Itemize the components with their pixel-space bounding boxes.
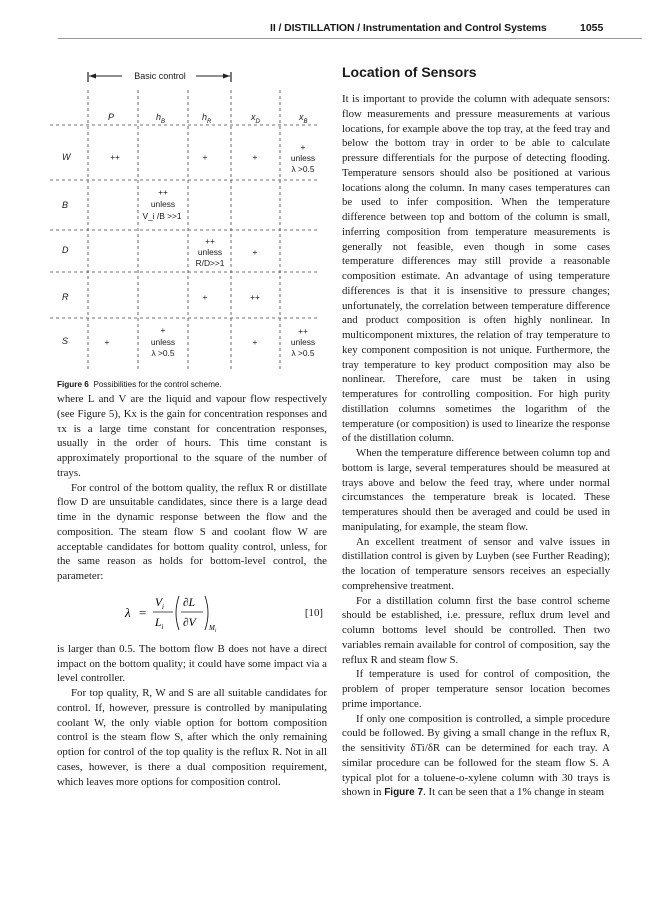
svg-text:∂V: ∂V — [183, 616, 196, 629]
cell-s-hb-3: λ >0.5 — [151, 348, 175, 358]
left-paragraph-3: is larger than 0.5. The bottom flow B does not have a direct impact on the bottom quality; it could have some impact via a level controller. — [57, 642, 327, 685]
row-header-r: R — [62, 292, 69, 302]
cell-s-xb-1: ++ — [298, 326, 308, 336]
left-paragraph-2: For control of the bottom quality, the reflux R or distillate flow D are unsuitable candidates, since there is a large dead time in the dynamic response between the flow and the composition. The steam flow S and coolant flow W are acceptable candidates for bottom quality control, unless, for the same reason as holds for bottom-level control, the parameter: — [57, 481, 327, 582]
equation-graphic — [117, 584, 317, 642]
cell-d-hr-1: ++ — [205, 236, 215, 246]
cell-b-hb-2: unless — [150, 199, 176, 209]
section-title: Location of Sensors — [342, 64, 477, 80]
row-header-b: B — [62, 200, 69, 210]
basic-control-label: Basic control — [134, 71, 186, 81]
svg-text:Li: $L_i$ — [155, 616, 164, 631]
svg-text:=: = — [139, 604, 147, 620]
figure-caption-label: Figure 6 — [57, 380, 89, 389]
running-header — [0, 0, 668, 44]
col-header-hb: $h_B$ — [156, 112, 166, 125]
cell-w-xb-1: + — [300, 142, 306, 152]
svg-text:∂L: ∂L — [183, 596, 196, 609]
cell-s-hb-2: unless — [150, 337, 176, 347]
svg-text:Mi: $M_i$ — [209, 623, 217, 634]
right-paragraph-6b: . It can be seen that a 1% change in steam — [423, 786, 605, 799]
left-paragraph-4: For top quality, R, W and S are all suitable candidates for control. If, however, pressure is controlled by manipulating coolant W, the only viable option for bottom composition control is the steam flow S, after which the only remaining option for control of the top quality is the reflux R. Not in all cases, however, is there a dual composition requirement, which leaves more options for composition control. — [57, 687, 327, 788]
col-header-xb: $x_B$ — [299, 112, 308, 125]
right-paragraph-1: It is important to provide the column with adequate sensors: flow measurements and pressure measurements at various locations, for example above the top tray, at the feed tray and below the bottom tray in order to be able to calculate pressure differentials for the purpose of detecting flooding. Temperature sensors should also be positioned at various locations along the column. In many cases temperatures can be used to infer composition. When the temperature difference between top and bottom of the column is small, inferring composition from temperature measurements is generally not feasible, even though in some cases temperature differences may still provide a reasonable composition estimate. An advantage of using temperature differences is that it is insensitive to pressure changes; unfortunately, the correlation between temperature difference and product composition is often highly nonlinear. In multicomponent mixtures, the relation of tray temperature to key component composition is not unique. Furthermore, the tray temperature to key product composition may also be nonlinear. Therefore, care must be taken in using temperatures for controlling composition. For high purity distillation columns sometimes the logarithm of the temperature (or composition) is used to linearize the response of the distillation column. — [342, 93, 610, 445]
svg-text:Vi: $V_i$ — [155, 596, 164, 611]
cell-s-xb-3: λ >0.5 — [291, 348, 315, 358]
control-scheme-figure — [48, 60, 328, 385]
cell-w-xb-3: λ >0.5 — [291, 164, 315, 174]
running-title: II / DISTILLATION / Instrumentation and Control Systems — [270, 22, 547, 34]
figure-7-reference: Figure 7 — [384, 787, 424, 799]
equation-number: [10] — [304, 606, 323, 619]
cell-w-xb-2: unless — [290, 153, 316, 163]
row-header-w: W — [62, 152, 71, 162]
cell-r-hr: + — [202, 292, 208, 302]
cell-d-hr-2: unless — [197, 247, 223, 257]
left-paragraph-1: where L and V are the liquid and vapour flow respectively (see Figure 5), Kx is the gain for concentration responses and τx is a large time constant for concentration responses, usually in the order of hours. This time constant is approximately proportional to the square of the number of trays. — [57, 393, 327, 479]
header-rule — [58, 38, 642, 39]
cell-w-p: ++ — [110, 152, 120, 162]
row-header-s: S — [62, 336, 69, 346]
right-paragraph-6a: If only one composition is controlled, a simple procedure could be followed. By giving a small change in the reflux R, the sensitivity δTi/δR can be determined for each tray. A similar procedure can be followed for the steam flow S. A typical plot for a toluene-o-xylene column with 30 trays is shown in — [342, 712, 610, 799]
cell-w-xd: + — [252, 152, 258, 162]
cell-s-p: + — [104, 337, 110, 347]
cell-b-hb-1: ++ — [158, 187, 168, 197]
svg-text:λ: λ — [125, 604, 131, 620]
right-column — [342, 92, 610, 801]
right-paragraph-4: For a distillation column first the base control scheme should be established, i.e. pressure, reflux drum level and column bottoms level should be controlled. Then two variables remain available for control of composition, say the reflux R and steam flow S. — [342, 594, 610, 666]
cell-s-hb-1: + — [160, 325, 166, 335]
cell-w-hr: + — [202, 152, 208, 162]
row-header-d: D — [62, 245, 69, 255]
equation-10 — [57, 584, 327, 642]
cell-d-xd: + — [252, 247, 258, 257]
page-number: 1055 — [580, 22, 604, 34]
col-header-xd: $x_D$ — [251, 112, 260, 125]
left-column — [57, 392, 327, 789]
figure-caption-text: Possibilities for the control scheme. — [93, 380, 222, 389]
cell-b-hb-3: V_i /B >>1 — [142, 211, 182, 221]
cell-d-hr-3: R/D>>1 — [195, 258, 225, 268]
col-header-p: P — [108, 112, 115, 122]
cell-r-xd: ++ — [250, 292, 260, 302]
cell-s-xd: + — [252, 337, 258, 347]
right-paragraph-5: If temperature is used for control of composition, the problem of proper temperature sensor location becomes prime importance. — [342, 668, 610, 710]
right-paragraph-6 — [342, 712, 610, 802]
col-header-hr: $h_R$ — [202, 112, 212, 125]
cell-s-xb-2: unless — [290, 337, 316, 347]
right-paragraph-3: An excellent treatment of sensor and valve issues in distillation control is given by Luyben (see Further Reading); the location of temperature sensors receives an especially comprehensive treatment. — [342, 535, 610, 592]
right-paragraph-2: When the temperature difference between column top and bottom is large, several temperatures should be measured at trays above and below the feed tray, where under normal circumstances the temperature break is located. These temperatures should then be averaged and could be used in manipulating, for example, the steam flow. — [342, 447, 610, 533]
figure-caption — [57, 380, 222, 389]
